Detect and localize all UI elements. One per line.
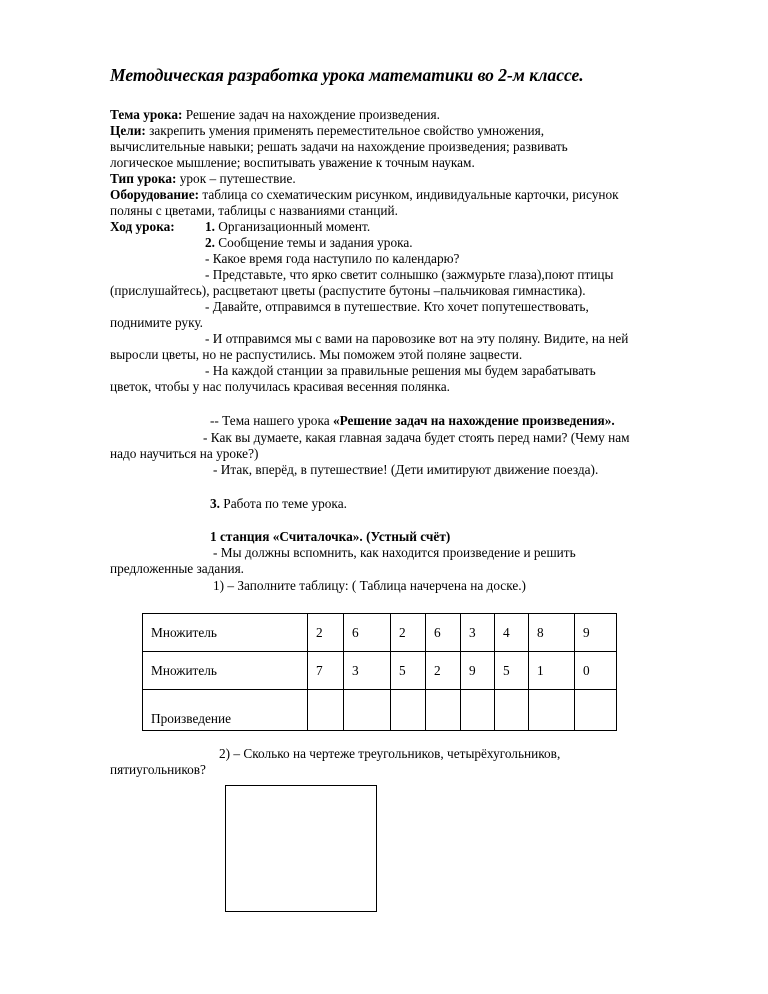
section-3-line bbox=[210, 496, 347, 512]
step-2-number: 2. bbox=[205, 235, 215, 250]
topic-label: Тема урока: bbox=[110, 107, 183, 122]
table-cell: 7 bbox=[308, 652, 344, 690]
table-cell bbox=[495, 690, 529, 731]
table-cell bbox=[529, 690, 575, 731]
table-row-label: Произведение bbox=[143, 690, 308, 731]
table-cell: 2 bbox=[426, 652, 461, 690]
task-2-line-2: пятиугольников? bbox=[110, 762, 206, 777]
table-cell: 2 bbox=[391, 614, 426, 652]
body-line-4: - Давайте, отправимся в путешествие. Кто хочет попутешествовать, bbox=[205, 299, 589, 314]
goals-text-1: закрепить умения применять переместительное свойство умножения, bbox=[145, 123, 545, 138]
question-line-2: надо научиться на уроке?) bbox=[110, 446, 259, 461]
equipment-text-1: таблица со схематическим рисунком, индивидуальные карточки, рисунок bbox=[199, 187, 619, 202]
table-row bbox=[143, 652, 617, 690]
body-line-6: - И отправимся мы с вами на паровозике вот на эту поляну. Видите, на ней bbox=[205, 331, 629, 346]
course-step-2 bbox=[205, 235, 413, 251]
body-line-7: выросли цветы, но не распустились. Мы поможем этой поляне зацвести. bbox=[110, 347, 523, 362]
lesson-type-text: урок – путешествие. bbox=[176, 171, 296, 186]
topic-intro-line bbox=[210, 413, 615, 429]
section-3-number: 3. bbox=[210, 496, 220, 511]
topic-intro-bold: «Решение задач на нахождение произведения». bbox=[332, 413, 615, 428]
table-cell: 9 bbox=[461, 652, 495, 690]
lesson-type-label: Тип урока: bbox=[110, 171, 177, 186]
body-line-1: - Какое время года наступило по календарю? bbox=[205, 251, 460, 266]
table-cell: 9 bbox=[575, 614, 617, 652]
goals-label: Цели: bbox=[110, 123, 146, 138]
journey-line: - Итак, вперёд, в путешествие! (Дети имитируют движение поезда). bbox=[213, 462, 599, 477]
equipment-label: Оборудование: bbox=[110, 187, 200, 202]
table-cell: 6 bbox=[426, 614, 461, 652]
course-label: Ход урока: bbox=[110, 219, 175, 234]
table-cell: 8 bbox=[529, 614, 575, 652]
station-1-line-1: - Мы должны вспомнить, как находится произведение и решить bbox=[213, 545, 576, 560]
body-line-5: поднимите руку. bbox=[110, 315, 203, 330]
drawing-frame bbox=[225, 785, 377, 912]
task-2-line-1: 2) – Сколько на чертеже треугольников, четырёхугольников, bbox=[219, 746, 561, 761]
table-cell: 3 bbox=[461, 614, 495, 652]
table-row bbox=[143, 690, 617, 731]
table-row-label: Множитель bbox=[143, 614, 308, 652]
table-cell bbox=[426, 690, 461, 731]
body-line-8: - На каждой станции за правильные решения мы будем зарабатывать bbox=[205, 363, 596, 378]
table-cell bbox=[461, 690, 495, 731]
table-cell: 2 bbox=[308, 614, 344, 652]
body-line-2: - Представьте, что ярко светит солнышко (зажмурьте глаза),поют птицы bbox=[205, 267, 614, 282]
table-row bbox=[143, 614, 617, 652]
goals-line-3: логическое мышление; воспитывать уважение к точным наукам. bbox=[110, 155, 475, 170]
section-3-text: Работа по теме урока. bbox=[219, 496, 347, 511]
table-cell bbox=[308, 690, 344, 731]
equipment-line-1 bbox=[110, 187, 619, 203]
table-cell bbox=[344, 690, 391, 731]
equipment-line-2: поляны с цветами, таблицы с названиями станций. bbox=[110, 203, 398, 218]
table-cell: 4 bbox=[495, 614, 529, 652]
page-title: Методическая разработка урока математики во 2-м классе. bbox=[110, 65, 584, 85]
multiplication-table bbox=[142, 613, 617, 731]
table-cell: 6 bbox=[344, 614, 391, 652]
table-cell: 5 bbox=[391, 652, 426, 690]
station-1-heading: 1 станция «Считалочка». (Устный счёт) bbox=[210, 529, 451, 544]
table-cell bbox=[391, 690, 426, 731]
step-1-number: 1. bbox=[205, 219, 215, 234]
table-cell bbox=[575, 690, 617, 731]
question-line-1: - Как вы думаете, какая главная задача будет стоять перед нами? (Чему нам bbox=[203, 430, 630, 445]
table-row-label: Множитель bbox=[143, 652, 308, 690]
body-line-3: (прислушайтесь), расцветают цветы (распустите бутоны –пальчиковая гимнастика). bbox=[110, 283, 586, 298]
course-step-1 bbox=[205, 219, 370, 235]
goals-line-1 bbox=[110, 123, 544, 139]
step-2-text: Сообщение темы и задания урока. bbox=[214, 235, 413, 250]
body-line-9: цветок, чтобы у нас получилась красивая весенняя полянка. bbox=[110, 379, 450, 394]
station-1-line-2: предложенные задания. bbox=[110, 561, 245, 576]
table-cell: 1 bbox=[529, 652, 575, 690]
topic-text: Решение задач на нахождение произведения. bbox=[182, 107, 440, 122]
table-cell: 5 bbox=[495, 652, 529, 690]
goals-line-2: вычислительные навыки; решать задачи на нахождение произведения; развивать bbox=[110, 139, 568, 154]
topic-intro-prefix: -- Тема нашего урока bbox=[210, 413, 333, 428]
table-cell: 3 bbox=[344, 652, 391, 690]
topic-line bbox=[110, 107, 440, 123]
task-1-text: 1) – Заполните таблицу: ( Таблица начерчена на доске.) bbox=[213, 578, 526, 593]
lesson-type-line bbox=[110, 171, 296, 187]
step-1-text: Организационный момент. bbox=[214, 219, 371, 234]
table-cell: 0 bbox=[575, 652, 617, 690]
